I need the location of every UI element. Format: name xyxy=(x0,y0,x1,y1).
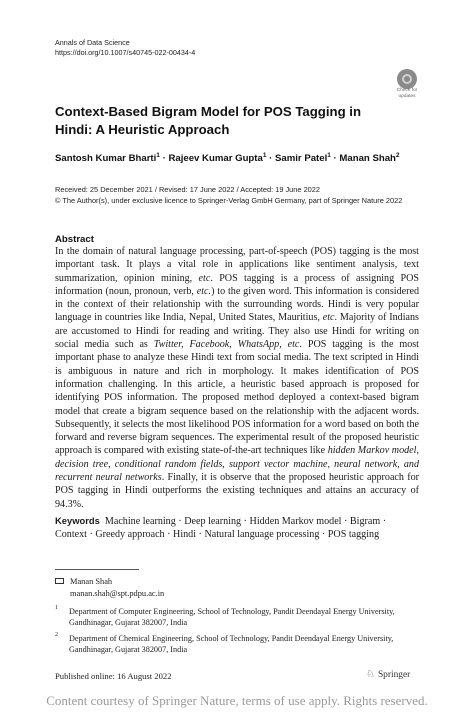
keyword-item[interactable]: Natural language processing xyxy=(204,529,320,541)
copyright-notice: © The Author(s), under exclusive licence to Springer-Verlag GmbH Germany, part of Springer Nature 2022 xyxy=(55,196,403,205)
abstract-italic-run: etc. xyxy=(196,285,212,297)
abstract-italic-run: hidden Markov model, decision tree, conditional random fields, support vector machine, neural network, and recurrent neural networks xyxy=(55,445,419,484)
keyword-item[interactable]: Deep learning xyxy=(184,516,242,527)
springer-logo[interactable]: ♘ Springer xyxy=(366,669,411,680)
footnote-divider xyxy=(55,569,139,570)
author-affiliation-mark: 1 xyxy=(262,152,267,159)
doi-link[interactable]: https://doi.org/10.1007/s40745-022-00434-4 xyxy=(55,48,196,57)
corresponding-email[interactable]: manan.shah@spt.pdpu.ac.in xyxy=(70,588,165,598)
check-for-updates-badge[interactable]: Check for updates xyxy=(392,69,422,103)
springer-horse-icon: ♘ xyxy=(366,669,375,680)
paper-title: Context-Based Bigram Model for POS Tagging in Hindi: A Heuristic Approach xyxy=(55,104,362,137)
author-separator: · xyxy=(159,153,169,165)
abstract-italic-run: Twitter, Facebook, WhatsApp, etc xyxy=(153,339,300,351)
keyword-separator: · xyxy=(175,516,185,527)
abstract-text xyxy=(55,245,419,511)
publication-dates xyxy=(55,184,402,206)
keyword-separator: · xyxy=(341,516,350,527)
content-courtesy-notice: Content courtesy of Springer Nature, terms of use apply. Rights reserved. xyxy=(46,693,428,708)
author-separator: · xyxy=(330,153,340,165)
abstract-text-run: . POS tagging is the most important phase to analyze these Hindi text from social media. The text scripted in Hindi is ambiguous in nature and rich in morphology. It makes identification of POS information challenging. In this article, a heuristic based approach is proposed for identifying POS information. The proposed method deployed a context-based bigram model that create a bigram sequence based on the relationship with the adjacent words. Subsequently, it selects the most likelihood POS information for a word based on both the forward and reverse bigram sequences. The experimental result of the proposed heuristic approach is compared with existing state-of-the-art techniques like xyxy=(55,339,419,457)
keyword-separator: · xyxy=(241,516,250,527)
keyword-item[interactable]: Context xyxy=(55,529,87,541)
abstract-heading: Abstract xyxy=(55,234,94,245)
corresponding-author xyxy=(55,576,164,599)
abstract-text-run: In the domain of natural language processing, part-of-speech (POS) tagging is the most important task. It plays a vital role in applications like sentiment analysis, text summarization, opinion mining, xyxy=(55,246,419,284)
author-affiliation-mark: 1 xyxy=(156,152,160,159)
author-name[interactable]: Rajeev Kumar Gupta xyxy=(168,153,263,165)
author-name[interactable]: Santosh Kumar Bharti xyxy=(55,153,157,165)
author-list xyxy=(55,150,400,165)
keyword-separator: · xyxy=(380,516,387,527)
journal-header xyxy=(55,38,195,58)
envelope-icon xyxy=(55,578,64,584)
keyword-separator: · xyxy=(196,529,205,541)
published-online-date: Published online: 16 August 2022 xyxy=(55,671,172,681)
keyword-item[interactable]: POS tagging xyxy=(327,529,380,541)
keyword-item[interactable]: Hidden Markov model xyxy=(249,516,342,527)
abstract-text-run: . Majority of Indians are accustomed to Hindi for reading and writing. They also use Hindi for writing on social media such as xyxy=(55,312,419,351)
keyword-item[interactable]: Hindi xyxy=(173,529,197,541)
abstract-text-run: ) to the given word. This information is considered in the context of their relationship with the surrounding words. Hindi is very popular language in countries like India, Nepal, United States, Mauritius, xyxy=(55,285,419,324)
abstract-italic-run: etc xyxy=(322,312,335,324)
author-affiliation-mark: 1 xyxy=(327,152,331,159)
keyword-item[interactable]: Greedy approach xyxy=(95,529,165,541)
keywords-section xyxy=(55,514,419,542)
corresponding-name: Manan Shah xyxy=(70,577,113,586)
keywords-heading: Keywords xyxy=(55,515,100,526)
abstract-text-run: . Finally, it is observe that the proposed heuristic approach for POS tagging in Hindi outperforms the existing techniques and attains an accuracy of 94.3%. xyxy=(55,472,419,510)
received-revised-accepted: Received: 25 December 2021 / Revised: 17 June 2022 / Accepted: 19 June 2022 xyxy=(55,185,321,194)
keyword-item[interactable]: Machine learning xyxy=(104,516,176,527)
author-separator: · xyxy=(266,153,275,165)
author-affiliation-mark: 2 xyxy=(395,152,400,159)
author-name[interactable]: Samir Patel xyxy=(274,153,328,165)
check-for-updates-icon xyxy=(397,69,417,89)
abstract-text-run: . POS tagging is a process of assigning POS information (noun, pronoun, verb, xyxy=(55,272,420,297)
abstract-italic-run: etc xyxy=(198,272,211,284)
keyword-item[interactable]: Bigram xyxy=(349,516,381,527)
journal-name: Annals of Data Science xyxy=(55,38,130,47)
keyword-separator: · xyxy=(86,529,96,541)
keyword-separator: · xyxy=(164,529,174,541)
author-name[interactable]: Manan Shah xyxy=(339,153,396,165)
keyword-separator: · xyxy=(319,529,328,541)
